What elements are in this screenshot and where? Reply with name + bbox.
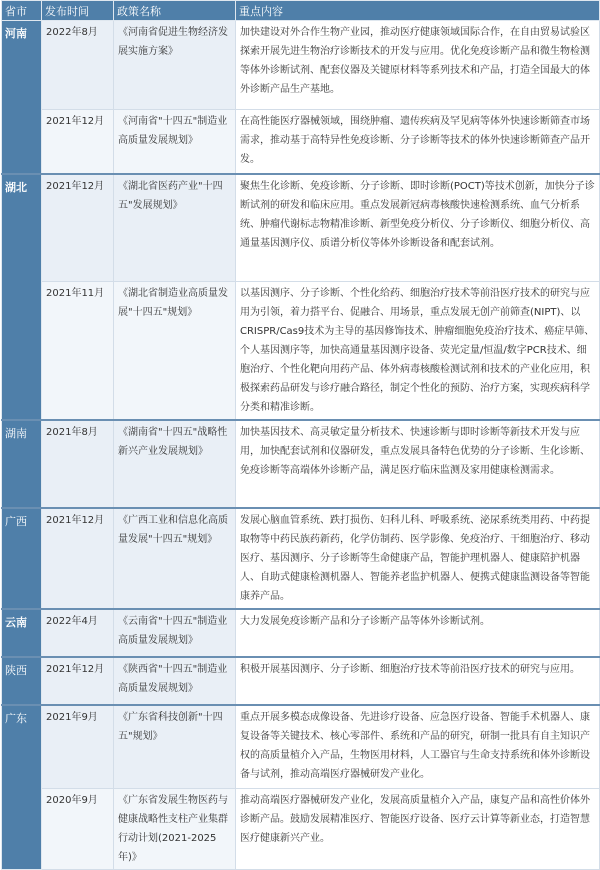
date-cell: 2021年12月 <box>42 508 114 609</box>
header-province: 省市 <box>2 1 42 21</box>
date-cell: 2022年4月 <box>42 609 114 657</box>
policy-table <box>1 0 600 870</box>
content-cell: 加快基因技术、高灵敏定量分析技术、快速诊断与即时诊断等新技术开发与应用，加快配套试剂和仪器研发，重点发展具备特色优势的分子诊断、生化诊断、免疫诊断等高端体外诊断产品，满足医疗临床监测及家用健康检测需求。 <box>236 420 600 508</box>
content-cell: 积极开展基因测序、分子诊断、细胞治疗技术等前沿医疗技术的研究与应用。 <box>236 657 600 705</box>
table-row <box>2 21 600 110</box>
header-row <box>2 1 600 21</box>
content-cell: 在高性能医疗器械领域，围绕肿瘤、遗传疾病及罕见病等体外快速诊断筛查市场需求，推动基于高特异性免疫诊断、分子诊断等技术的体外快速诊断筛查产品开发。 <box>236 110 600 174</box>
content-cell: 推动高端医疗器械研发产业化，发展高质量植介入产品，康复产品和高性价体外诊断产品。鼓励发展精准医疗、智能医疗设备、医疗云计算等新业态，打造智慧医疗健康新兴产业。 <box>236 788 600 869</box>
policy-cell: 《广东省发展生物医药与健康战略性支柱产业集群行动计划(2021-2025年)》 <box>114 788 236 869</box>
date-cell: 2021年12月 <box>42 657 114 705</box>
date-cell: 2021年12月 <box>42 110 114 174</box>
province-cell: 广东 <box>2 705 42 869</box>
table-row <box>2 657 600 705</box>
header-policy: 政策名称 <box>114 1 236 21</box>
date-cell: 2022年8月 <box>42 21 114 110</box>
table-row <box>2 110 600 174</box>
policy-cell: 《湖南省"十四五"战略性新兴产业发展规划》 <box>114 420 236 508</box>
table-row <box>2 174 600 282</box>
date-cell: 2020年9月 <box>42 788 114 869</box>
date-cell: 2021年8月 <box>42 420 114 508</box>
province-cell: 广西 <box>2 508 42 609</box>
policy-cell: 《云南省"十四五"制造业高质量发展规划》 <box>114 609 236 657</box>
table-row <box>2 508 600 609</box>
content-cell: 大力发展免疫诊断产品和分子诊断产品等体外诊断试剂。 <box>236 609 600 657</box>
policy-cell: 《河南省"十四五"制造业高质量发展规划》 <box>114 110 236 174</box>
content-cell: 加快建设对外合作生物产业园，推动医疗健康领域国际合作，在自由贸易试验区探索开展先进生物治疗诊断技术的开发与应用。优化免疫诊断产品和微生物检测等体外诊断试剂、配套仪器及关键原材料等系列技术和产品，打造全国最大的体外诊断产品生产基地。 <box>236 21 600 110</box>
date-cell: 2021年11月 <box>42 282 114 421</box>
table-row <box>2 705 600 788</box>
content-cell: 聚焦生化诊断、免疫诊断、分子诊断、即时诊断(POCT)等技术创新，加快分子诊断试剂的研发和临床应用。重点发展新冠病毒核酸快速检测系统、血气分析系统、肿瘤代谢标志物精准诊断、新型免疫分析仪、分子诊断仪、细胞分析仪、高通量基因测序仪、质谱分析仪等体外诊断设备和配套试剂。 <box>236 174 600 282</box>
content-cell: 重点开展多模态成像设备、先进诊疗设备、应急医疗设备、智能手术机器人、康复设备等关键技术、核心零部件、系统和产品的研究，研制一批具有自主知识产权的高质量植介入产品，生物医用材料，人工器官与生命支持系统和体外诊断设备与试剂，推动高端医疗器械研发产业化。 <box>236 705 600 788</box>
date-cell: 2021年9月 <box>42 705 114 788</box>
policy-cell: 《陕西省"十四五"制造业高质量发展规划》 <box>114 657 236 705</box>
province-cell: 陕西 <box>2 657 42 705</box>
table-row <box>2 609 600 657</box>
province-cell: 河南 <box>2 21 42 174</box>
policy-cell: 《广西工业和信息化高质量发展"十四五"规划》 <box>114 508 236 609</box>
date-cell: 2021年12月 <box>42 174 114 282</box>
policy-cell: 《广东省科技创新"十四五"规划》 <box>114 705 236 788</box>
table-row <box>2 788 600 869</box>
province-cell: 湖北 <box>2 174 42 421</box>
policy-cell: 《湖北省制造业高质量发展"十四五"规划》 <box>114 282 236 421</box>
policy-cell: 《河南省促进生物经济发展实施方案》 <box>114 21 236 110</box>
content-cell: 发展心脑血管系统、跌打损伤、妇科儿科、呼吸系统、泌尿系统类用药、中药提取物等中药民族药新药，化学仿制药、医学影像、免疫治疗、干细胞治疗、移动医疗、基因测序、分子诊断等生命健康产品，智能护理机器人、健康陪护机器人、自助式健康检测机器人、智能养老监护机器人、便携式健康监测设备等智能康养产品。 <box>236 508 600 609</box>
header-date: 发布时间 <box>42 1 114 21</box>
header-content: 重点内容 <box>236 1 600 21</box>
table-row <box>2 420 600 508</box>
province-cell: 云南 <box>2 609 42 657</box>
policy-cell: 《湖北省医药产业"十四五"发展规划》 <box>114 174 236 282</box>
table-row <box>2 282 600 421</box>
content-cell: 以基因测序、分子诊断、个性化给药、细胞治疗技术等前沿医疗技术的研究与应用为引领，着力搭平台、促融合、用场景，重点发展无创产前筛查(NIPT)、以CRISPR/Cas9技术为主导的基因修饰技术、肿瘤细胞免疫治疗技术、癌症早筛、个人基因测序等，加快高通量基因测序设备、荧光定量/恒温/数字PCR技术、细胞治疗、个性化靶向用药产品、体外病毒核酸检测试剂和技术的产业化应用，积极探索药品研发与诊疗融合路径，制定个性化的预防、治疗方案，实现疾病科学分类和精准诊断。 <box>236 282 600 421</box>
province-cell: 湖南 <box>2 420 42 508</box>
